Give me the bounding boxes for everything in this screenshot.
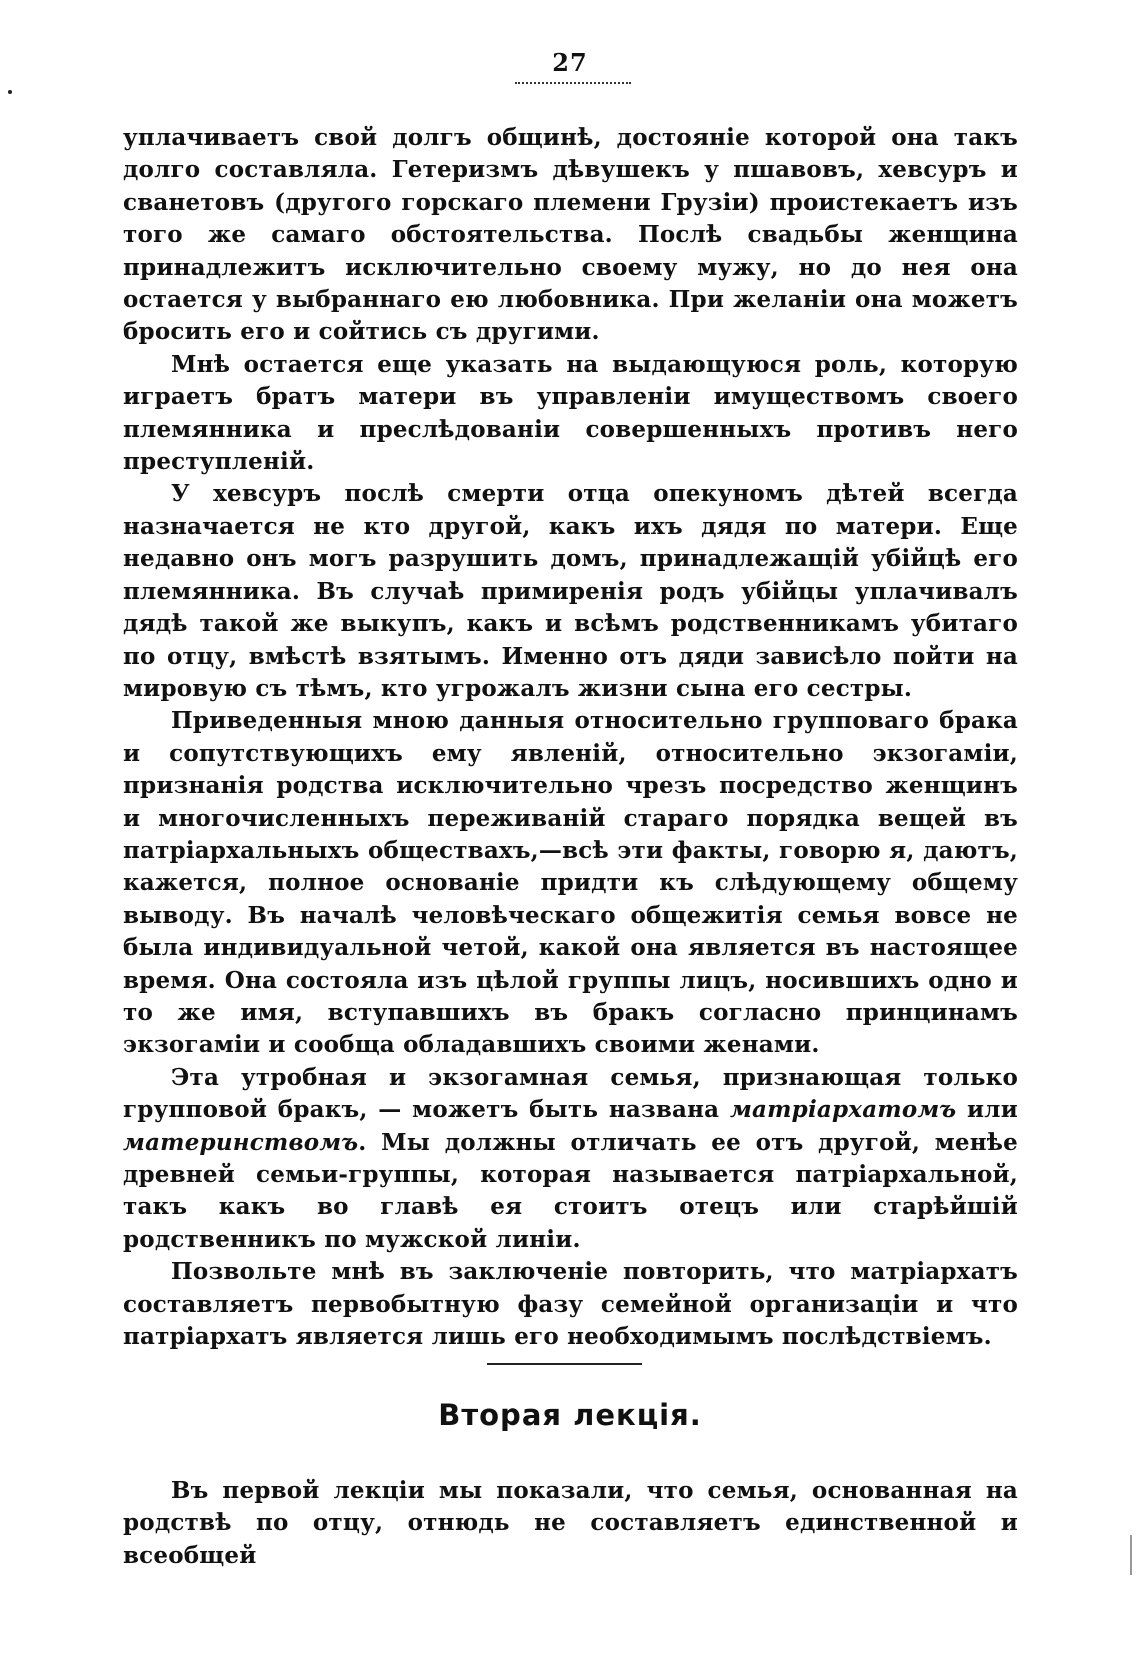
paragraph-text-after: . Мы должны отличать ее отъ другой, менѣе древней семьи-группы, которая называется патріархальной, такъ какъ во главѣ ея стоитъ отецъ или старѣйшій родственникъ по мужской линіи. (123, 1128, 1018, 1253)
scan-edge-mark (1130, 1535, 1132, 1575)
paragraph-matriarchy-definition (123, 1062, 1018, 1256)
paragraph-mother-brother: Мнѣ остается еще указать на выдающуюся роль, которую играетъ братъ матери въ управленіи имуществомъ своего племянника и преслѣдованіи совершенныхъ противъ него преступленій. (123, 350, 1018, 476)
paragraph-final-statement: Позвольте мнѣ въ заключеніе повторить, что матріархатъ составляетъ первобытную фазу семейной организаціи и что патріархатъ является лишь его необходимымъ послѣдствіемъ. (123, 1258, 1018, 1351)
paragraph-text-middle: или (956, 1096, 1018, 1124)
body-text (123, 122, 1018, 1353)
section-heading: Вторая лекція. (438, 1398, 702, 1432)
page-number: 27 (552, 48, 588, 77)
section-body-text (123, 1475, 1018, 1572)
paragraph-conclusion-evidence: Приведенныя мною данныя относительно групповаго брака и сопутствующихъ ему явленій, относительно экзогаміи, признанія родства исключительно чрезъ посредство женщинъ и многочисленныхъ переживаній стараго порядка вещей въ патріархальныхъ обществахъ,—всѣ эти факты, говорю я, даютъ, кажется, полное основаніе придти къ слѣдующему общему выводу. Въ началѣ человѣческаго общежитія семья вовсе не была индивидуальной четой, какой она является въ настоящее время. Она состояла изъ цѣлой группы лицъ, носившихъ одно и то же имя, вступавшихъ въ бракъ согласно принцинамъ экзогаміи и сообща обладавшихъ своими женами. (123, 707, 1018, 1059)
section-divider (487, 1363, 642, 1365)
paragraph-khevsur-guardian: У хевсуръ послѣ смерти отца опекуномъ дѣтей всегда назначается не кто другой, какъ ихъ дядя по матери. Еще недавно онъ могъ разрушить домъ, принадлежащій убійцѣ его племянника. Въ случаѣ примиренія родъ убійцы уплачивалъ дядѣ такой же выкупъ, какъ и всѣмъ родственникамъ убитаго по отцу, вмѣстѣ взятымъ. Именно отъ дяди зависѣло пойти на мировую съ тѣмъ, кто угрожалъ жизни сына его сестры. (123, 480, 1018, 702)
paragraph-second-lecture-start: Въ первой лекціи мы показали, что семья, основанная на родствѣ по отцу, отнюдь не составляетъ единственной и всеобщей (123, 1477, 1018, 1569)
paragraph-continuation: уплачиваетъ свой долгъ общинѣ, достояніе которой она такъ долго составляла. Гетеризмъ дѣвушекъ у пшавовъ, хевсуръ и сванетовъ (другого горскаго племени Грузіи) проистекаетъ изъ того же самаго обстоятельства. Послѣ свадьбы женщина принадлежитъ исключительно своему мужу, но до нея она остается у выбраннаго ею любовника. При желаніи она можетъ бросить его и сойтись съ другими. (123, 124, 1018, 346)
page-number-rule (515, 82, 631, 84)
scan-mark (8, 90, 12, 94)
italic-term-motherhood: материнствомъ (123, 1128, 359, 1156)
italic-term-matriarchy: матріархатомъ (729, 1096, 957, 1124)
paragraph-text-before: Эта утробная и экзогамная семья, признающая только групповой бракъ, — можетъ быть названа (123, 1063, 1018, 1124)
